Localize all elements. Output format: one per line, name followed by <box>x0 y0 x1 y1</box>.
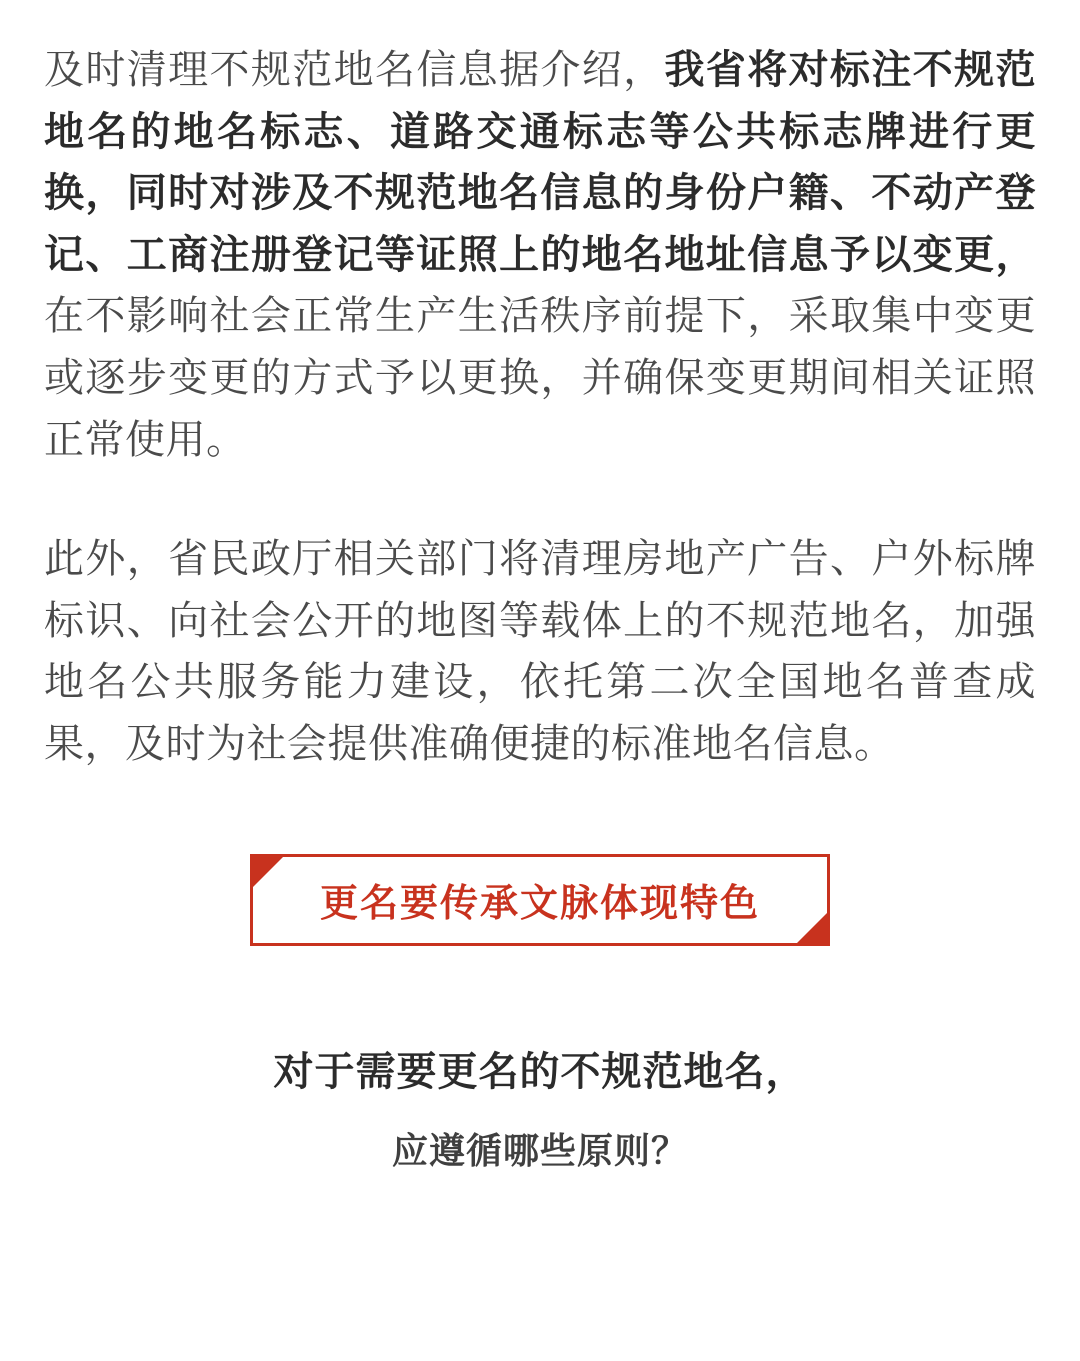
question-line-one: 对于需要更名的不规范地名， <box>273 1049 807 1094</box>
question-block <box>44 1042 1036 1178</box>
paragraph-one-lead: 及时清理不规范地名信息据介绍， <box>44 48 665 92</box>
paragraph-one <box>44 40 1036 471</box>
banner-corner-bottom-right-icon <box>794 910 830 946</box>
paragraph-two: 此外，省民政厅相关部门将清理房地产广告、户外标牌标识、向社会公开的地图等载体上的不规范地名，加强地名公共服务能力建设，依托第二次全国地名普查成果，及时为社会提供准确便捷的标准地名信息。 <box>44 537 1036 766</box>
paragraph-one-tail: 在不影响社会正常生产生活秩序前提下，采取集中变更或逐步变更的方式予以更换，并确保变更期间相关证照正常使用。 <box>44 294 1036 462</box>
section-banner <box>250 854 830 946</box>
paragraph-spacer <box>44 471 1036 529</box>
banner-corner-top-left-icon <box>250 854 286 890</box>
section-banner-wrapper <box>44 854 1036 946</box>
paragraph-one-emphasis: 我省将对标注不规范地名的地名标志、道路交通标志等公共标志牌进行更换，同时对涉及不规范地名信息的身份户籍、不动产登记、工商注册登记等证照上的地名地址信息予以变更， <box>44 48 1037 277</box>
section-banner-label: 更名要传承文脉体现特色 <box>319 883 760 926</box>
question-line-two: 应遵循哪些原则？ <box>391 1129 688 1171</box>
